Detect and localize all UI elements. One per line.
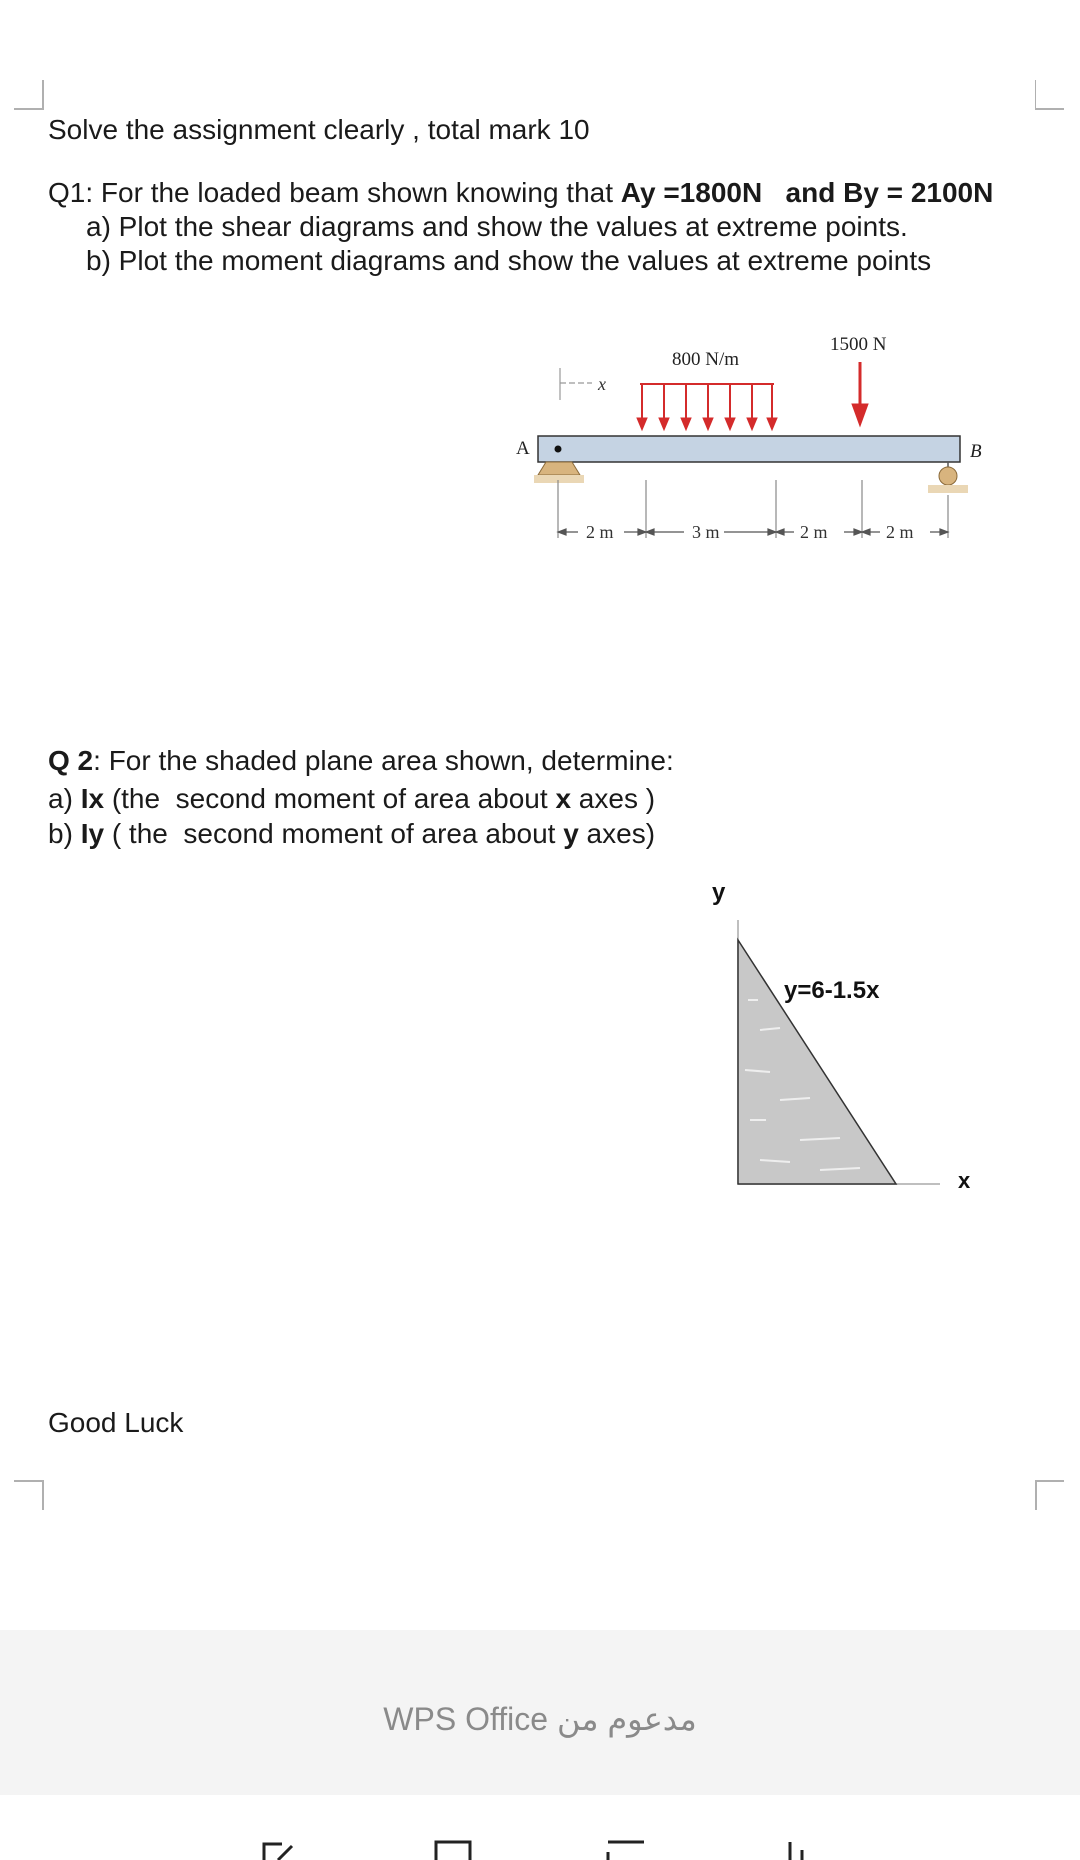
edit-icon[interactable] (262, 1838, 302, 1860)
crop-mark-bottom-right (1035, 1480, 1065, 1510)
shaded-area-diagram (700, 870, 1000, 1200)
distributed-load-label: 800 N/m (672, 349, 740, 370)
list-icon[interactable] (606, 1838, 646, 1860)
q1-prefix: Q1: For the loaded beam shown knowing that (48, 177, 621, 208)
point-load-label: 1500 N (830, 334, 887, 355)
q2-part-b-prefix: b) (48, 818, 81, 849)
support-a (534, 462, 584, 483)
q2-part-a-end: axes ) (571, 783, 656, 814)
assignment-instruction: Solve the assignment clearly , total mark 10 (48, 114, 590, 145)
q2-part-a-prefix: a) (48, 783, 81, 814)
q1-part-b: b) Plot the moment diagrams and show the values at extreme points (86, 245, 932, 276)
support-b (928, 462, 968, 493)
q1-by-value: By = 2100N (843, 177, 994, 208)
x-label: x (598, 374, 606, 394)
dim-2: 3 m (692, 522, 720, 542)
q2-title: : For the shaded plane area shown, determine: (93, 745, 674, 776)
pin-a (555, 446, 562, 453)
q2-label: Q 2 (48, 745, 94, 776)
q1-ay-value: Ay =1800N (620, 177, 763, 208)
q2-part-b (48, 817, 655, 851)
crop-mark-bottom-left (14, 1480, 44, 1510)
q2-part-b-text: ( the second moment of area about (104, 818, 564, 849)
dim-1: 2 m (586, 522, 614, 542)
dim-3: 2 m (800, 522, 828, 542)
q2-part-a (48, 782, 655, 816)
label-a: A (516, 438, 530, 459)
closing-text: Good Luck (48, 1407, 184, 1438)
q2-question (48, 744, 674, 778)
x-axis-label: x (958, 1168, 971, 1193)
point-load-arrow (852, 362, 868, 426)
label-b: B (970, 441, 982, 462)
q2-part-b-end: axes) (578, 818, 656, 849)
dim-4: 2 m (886, 522, 914, 542)
crop-mark-top-right (1035, 80, 1065, 110)
q1-question (48, 176, 993, 210)
y-axis-label: y (712, 879, 726, 906)
q2-iy-symbol: Iy (80, 818, 105, 849)
curve-equation: y=6-1.5x (784, 977, 880, 1004)
footer-text: WPS Office مدعوم من (383, 1701, 697, 1737)
beam-diagram (500, 320, 1000, 550)
q1-and: and (762, 177, 844, 208)
crop-mark-top-left (14, 80, 44, 110)
distributed-load (637, 384, 777, 430)
q2-part-a-text: (the second moment of area about (104, 783, 556, 814)
beam (538, 436, 960, 462)
more-icon[interactable] (780, 1838, 820, 1860)
q2-y-axis: y (563, 818, 579, 849)
bottom-toolbar (0, 1795, 1080, 1860)
q1-part-a: a) Plot the shear diagrams and show the values at extreme points. (86, 211, 908, 242)
fullscreen-icon[interactable] (434, 1838, 474, 1860)
q2-x-axis: x (555, 783, 572, 814)
q2-ix-symbol: Ix (80, 783, 105, 814)
